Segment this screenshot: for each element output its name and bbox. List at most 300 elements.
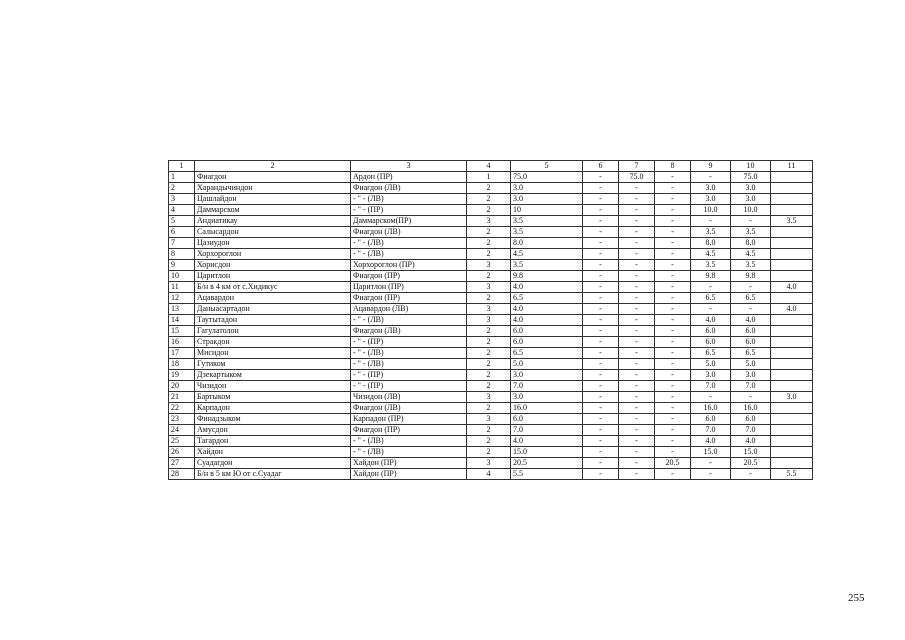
table-cell: 3 <box>467 315 511 326</box>
table-cell: 2 <box>467 447 511 458</box>
table-cell: 25 <box>169 436 195 447</box>
table-row <box>169 249 813 260</box>
table-cell: - <box>655 469 691 480</box>
table-cell: 6.0 <box>731 414 771 425</box>
table-cell: - <box>583 403 619 414</box>
table-cell: 75.0 <box>511 172 583 183</box>
table-cell <box>771 381 813 392</box>
table-cell: Салысардон <box>195 227 351 238</box>
table-cell: 3.0 <box>771 392 813 403</box>
table-cell: - <box>583 172 619 183</box>
table-cell <box>771 205 813 216</box>
table-cell: Даммарском <box>195 205 351 216</box>
table-cell: - <box>619 337 655 348</box>
table-cell: 3 <box>467 282 511 293</box>
table-cell: - <box>583 205 619 216</box>
table-row <box>169 227 813 238</box>
table-cell: 6.0 <box>691 326 731 337</box>
table-cell: Хорисдон <box>195 260 351 271</box>
table-cell: 6.0 <box>511 414 583 425</box>
table-cell <box>771 370 813 381</box>
table-cell: 12 <box>169 293 195 304</box>
table-cell: - <box>583 216 619 227</box>
table-cell: 2 <box>467 403 511 414</box>
table-cell: 10 <box>511 205 583 216</box>
table-cell: 9.8 <box>511 271 583 282</box>
table-cell: 8.0 <box>691 238 731 249</box>
table-cell: - <box>619 381 655 392</box>
table-row <box>169 194 813 205</box>
table-cell: Фиагдон (ЛВ) <box>351 183 467 194</box>
table-cell: 3.0 <box>511 183 583 194</box>
table-cell: 15.0 <box>731 447 771 458</box>
table-cell: 7 <box>169 238 195 249</box>
table-cell: 75.0 <box>731 172 771 183</box>
table-cell: 4.0 <box>511 436 583 447</box>
table-row <box>169 271 813 282</box>
table-cell: 3 <box>169 194 195 205</box>
table-cell: Карпадон <box>195 403 351 414</box>
table-cell: - <box>619 227 655 238</box>
table-cell: Таутытадон <box>195 315 351 326</box>
table-cell: Фиагдон (ЛВ) <box>351 403 467 414</box>
table-cell: 16.0 <box>731 403 771 414</box>
table-cell: - <box>583 381 619 392</box>
table-cell: Хайдон <box>195 447 351 458</box>
table-cell <box>771 326 813 337</box>
table-row <box>169 436 813 447</box>
table-cell: 28 <box>169 469 195 480</box>
table-cell: 2 <box>467 249 511 260</box>
table-cell: 9.8 <box>731 271 771 282</box>
table-cell: 2 <box>467 227 511 238</box>
river-data-table <box>168 160 813 480</box>
table-cell: 6.0 <box>731 326 771 337</box>
table-cell: 20.5 <box>731 458 771 469</box>
table-cell: - <box>619 304 655 315</box>
table-cell: 5.0 <box>511 359 583 370</box>
table-cell: Бартыком <box>195 392 351 403</box>
table-cell: 14 <box>169 315 195 326</box>
table-cell: 11 <box>169 282 195 293</box>
table-cell <box>771 458 813 469</box>
table-row <box>169 469 813 480</box>
table-cell: 6.5 <box>731 348 771 359</box>
table-cell: - <box>619 315 655 326</box>
table-cell: - <box>583 304 619 315</box>
table-cell <box>771 337 813 348</box>
table-cell: 2 <box>467 370 511 381</box>
table-cell: 3.5 <box>771 216 813 227</box>
table-cell: 4.0 <box>691 315 731 326</box>
header-cell: 9 <box>691 161 731 172</box>
table-row <box>169 205 813 216</box>
table-cell: - <box>583 249 619 260</box>
table-cell: - <box>583 227 619 238</box>
table-cell: 4 <box>169 205 195 216</box>
table-cell: - <box>583 315 619 326</box>
table-cell <box>771 359 813 370</box>
table-cell: 4.0 <box>731 436 771 447</box>
table-cell: - <box>655 425 691 436</box>
table-cell: - <box>619 238 655 249</box>
table-cell: 3.0 <box>731 194 771 205</box>
table-cell: - " - (ЛВ) <box>351 238 467 249</box>
table-cell: 4.0 <box>731 315 771 326</box>
table-cell: 2 <box>169 183 195 194</box>
table-cell: 5.5 <box>511 469 583 480</box>
table-cell: 2 <box>467 337 511 348</box>
table-cell: - <box>691 458 731 469</box>
header-cell: 1 <box>169 161 195 172</box>
table-cell: 3 <box>467 260 511 271</box>
table-cell: 1 <box>169 172 195 183</box>
table-cell: - <box>655 348 691 359</box>
table-cell: - <box>655 326 691 337</box>
table-cell: - <box>583 392 619 403</box>
table-cell: 3 <box>467 392 511 403</box>
table-cell: 15 <box>169 326 195 337</box>
table-cell: 23 <box>169 414 195 425</box>
table-cell: 8.0 <box>511 238 583 249</box>
table-cell: 10 <box>169 271 195 282</box>
table-cell <box>771 260 813 271</box>
table-cell: - <box>655 260 691 271</box>
table-cell: - " - (ЛВ) <box>351 315 467 326</box>
table-cell: Ацавардон (ЛВ) <box>351 304 467 315</box>
table-cell: 7.0 <box>731 425 771 436</box>
table-row <box>169 381 813 392</box>
table-cell: 26 <box>169 447 195 458</box>
header-cell: 6 <box>583 161 619 172</box>
table-cell: - <box>731 304 771 315</box>
table-cell: - <box>583 447 619 458</box>
table-cell: 4.0 <box>771 304 813 315</box>
table-cell: Гагулатолон <box>195 326 351 337</box>
table-cell: - <box>691 172 731 183</box>
table-cell: 15.0 <box>511 447 583 458</box>
table-header-row <box>169 161 813 172</box>
table-cell <box>771 293 813 304</box>
table-cell: 4.5 <box>731 249 771 260</box>
table-cell <box>771 249 813 260</box>
table-cell: - <box>619 194 655 205</box>
table-cell: 10.0 <box>731 205 771 216</box>
table-cell: 4.5 <box>511 249 583 260</box>
table-cell: - <box>583 271 619 282</box>
table-cell: Андиатикау <box>195 216 351 227</box>
table-row <box>169 260 813 271</box>
table-row <box>169 304 813 315</box>
table-cell: 2 <box>467 293 511 304</box>
table-cell: Хорхороглон <box>195 249 351 260</box>
table-cell: - <box>655 183 691 194</box>
table-cell: - " - (ПР) <box>351 205 467 216</box>
table-cell: 2 <box>467 359 511 370</box>
table-cell: 3 <box>467 216 511 227</box>
header-cell: 5 <box>511 161 583 172</box>
table-cell: - <box>619 326 655 337</box>
table-cell: 7.0 <box>731 381 771 392</box>
table-row <box>169 425 813 436</box>
table-cell: Гутиком <box>195 359 351 370</box>
table-cell: 3.0 <box>511 194 583 205</box>
table-row <box>169 337 813 348</box>
table-cell: - <box>583 194 619 205</box>
table-row <box>169 282 813 293</box>
table-cell: 6.5 <box>691 348 731 359</box>
table-cell: - " - (ПР) <box>351 370 467 381</box>
table-cell: 6.0 <box>731 337 771 348</box>
table-cell: - <box>583 260 619 271</box>
table-cell: - <box>619 282 655 293</box>
table-row <box>169 326 813 337</box>
table-row <box>169 238 813 249</box>
table-cell: 3.5 <box>511 216 583 227</box>
table-cell: 3 <box>467 414 511 425</box>
table-cell: - <box>691 282 731 293</box>
header-cell: 8 <box>655 161 691 172</box>
table-cell: 20 <box>169 381 195 392</box>
table-cell: Фиагдон <box>195 172 351 183</box>
table-cell: 16.0 <box>511 403 583 414</box>
table-cell: - <box>655 282 691 293</box>
table-cell: - <box>655 216 691 227</box>
page-number: 255 <box>848 592 865 604</box>
header-cell: 3 <box>351 161 467 172</box>
table-cell: 3.0 <box>731 183 771 194</box>
table-row <box>169 458 813 469</box>
table-cell: - <box>583 425 619 436</box>
table-cell: - <box>655 249 691 260</box>
table-cell: 4.0 <box>771 282 813 293</box>
table-cell: 6.0 <box>691 414 731 425</box>
table-cell: Харандычиндон <box>195 183 351 194</box>
table-cell <box>771 227 813 238</box>
table-cell: - <box>655 337 691 348</box>
table-cell: 7.0 <box>691 381 731 392</box>
table-cell <box>771 238 813 249</box>
table-cell: 17 <box>169 348 195 359</box>
table-cell: Тагардон <box>195 436 351 447</box>
table-cell: - <box>655 447 691 458</box>
table-cell: - <box>691 304 731 315</box>
table-cell: 15.0 <box>691 447 731 458</box>
table-cell: - <box>655 359 691 370</box>
table-cell: - <box>655 392 691 403</box>
table-cell: 2 <box>467 205 511 216</box>
table-cell: 75.0 <box>619 172 655 183</box>
table-cell: - " - (ЛВ) <box>351 249 467 260</box>
table-cell: 1 <box>467 172 511 183</box>
table-cell: 2 <box>467 238 511 249</box>
table-cell: Даммарском(ПР) <box>351 216 467 227</box>
table-cell: Амусдон <box>195 425 351 436</box>
table-cell <box>771 183 813 194</box>
table-cell: 18 <box>169 359 195 370</box>
table-cell: - <box>619 183 655 194</box>
table-cell: - " - (ЛВ) <box>351 447 467 458</box>
table-row <box>169 183 813 194</box>
table-cell: 2 <box>467 326 511 337</box>
table-cell: Мисидон <box>195 348 351 359</box>
table-cell: - " - (ЛВ) <box>351 348 467 359</box>
table-cell: 6.0 <box>511 326 583 337</box>
table-cell: Фиагдон (ПР) <box>351 425 467 436</box>
table-cell: 2 <box>467 194 511 205</box>
table-cell: 10.0 <box>691 205 731 216</box>
table-cell: 6.5 <box>511 293 583 304</box>
table-cell: - <box>619 458 655 469</box>
table-cell: - <box>619 392 655 403</box>
table-cell: 7.0 <box>511 381 583 392</box>
table-cell: 4.0 <box>511 282 583 293</box>
table-cell: - " - (ЛВ) <box>351 436 467 447</box>
table-cell: - <box>583 348 619 359</box>
table-cell: Фиагдон (ЛВ) <box>351 326 467 337</box>
table-cell: Стракдон <box>195 337 351 348</box>
table-cell: - <box>655 227 691 238</box>
table-cell: - <box>655 381 691 392</box>
table-cell <box>771 447 813 458</box>
header-cell: 2 <box>195 161 351 172</box>
table-cell: 3.0 <box>511 392 583 403</box>
table-cell: 6.0 <box>691 337 731 348</box>
table-cell: - <box>583 370 619 381</box>
table-cell: 3.5 <box>511 260 583 271</box>
table-row <box>169 315 813 326</box>
table-cell: - <box>619 249 655 260</box>
table-cell: 13 <box>169 304 195 315</box>
table-cell: - " - (ЛВ) <box>351 359 467 370</box>
table-cell: - " - (ПР) <box>351 381 467 392</box>
table-cell <box>771 403 813 414</box>
table-cell: 21 <box>169 392 195 403</box>
table-cell: 8 <box>169 249 195 260</box>
table-cell: - <box>655 194 691 205</box>
table-cell: 16 <box>169 337 195 348</box>
table-cell: - <box>619 271 655 282</box>
table-cell: Цазиудон <box>195 238 351 249</box>
header-cell: 7 <box>619 161 655 172</box>
table-cell: 5 <box>169 216 195 227</box>
table-cell: - <box>619 293 655 304</box>
table-cell: - <box>583 436 619 447</box>
table-row <box>169 414 813 425</box>
table-cell: 4.0 <box>691 436 731 447</box>
table-cell: - <box>619 216 655 227</box>
table-cell: 4.0 <box>511 315 583 326</box>
table-cell <box>771 315 813 326</box>
table-cell: 4.0 <box>511 304 583 315</box>
table-cell: 3 <box>467 458 511 469</box>
table-cell: 5.0 <box>731 359 771 370</box>
header-cell: 10 <box>731 161 771 172</box>
table-cell: - <box>583 359 619 370</box>
table-cell: - <box>655 205 691 216</box>
table-cell: - <box>619 447 655 458</box>
table-cell: - <box>583 183 619 194</box>
header-cell: 4 <box>467 161 511 172</box>
table-cell <box>771 172 813 183</box>
table-cell: 4.5 <box>691 249 731 260</box>
table-cell: Царитлон <box>195 271 351 282</box>
table-cell: 3.5 <box>511 227 583 238</box>
table-cell: Ацавардон <box>195 293 351 304</box>
table-cell: Фиагдон (ПР) <box>351 293 467 304</box>
table-row <box>169 392 813 403</box>
table-cell: Суадагдон <box>195 458 351 469</box>
table-cell: 22 <box>169 403 195 414</box>
table-cell: - <box>731 216 771 227</box>
table-cell: - <box>655 315 691 326</box>
table-cell: Фиагдон (ЛВ) <box>351 227 467 238</box>
table-cell: 6.5 <box>511 348 583 359</box>
table-row <box>169 403 813 414</box>
table-cell: - " - (ЛВ) <box>351 194 467 205</box>
table-cell <box>771 194 813 205</box>
table-cell: 2 <box>467 381 511 392</box>
table-row <box>169 370 813 381</box>
table-cell: Финадзыком <box>195 414 351 425</box>
table-cell: - <box>691 392 731 403</box>
table-cell: - <box>731 282 771 293</box>
table-cell: Дзекартыком <box>195 370 351 381</box>
table-cell: Цашлайдон <box>195 194 351 205</box>
table-cell: - <box>655 403 691 414</box>
table-cell <box>771 348 813 359</box>
table-cell: - <box>619 359 655 370</box>
table-cell: 6.5 <box>731 293 771 304</box>
table-cell: 3.5 <box>691 260 731 271</box>
table-cell: - <box>619 469 655 480</box>
table-cell <box>771 425 813 436</box>
table-cell: 3.0 <box>511 370 583 381</box>
table-cell: - <box>691 216 731 227</box>
table-cell: Карпадон (ПР) <box>351 414 467 425</box>
table-cell: 3.0 <box>691 194 731 205</box>
table-cell: - <box>619 205 655 216</box>
table-cell: - <box>583 238 619 249</box>
table-cell: Фиагдон (ПР) <box>351 271 467 282</box>
table-cell: - <box>619 370 655 381</box>
table-cell: - <box>655 414 691 425</box>
table-cell: 3 <box>467 304 511 315</box>
table-cell: 7.0 <box>511 425 583 436</box>
table-cell: 5.0 <box>691 359 731 370</box>
table-cell: - <box>619 414 655 425</box>
table-row <box>169 293 813 304</box>
table-cell: - <box>619 425 655 436</box>
table-cell: Ардон (ПР) <box>351 172 467 183</box>
table-cell: 27 <box>169 458 195 469</box>
table-cell: - <box>619 260 655 271</box>
table-cell: 4 <box>467 469 511 480</box>
table-cell: Хайдон (ПР) <box>351 469 467 480</box>
table-cell: - <box>731 469 771 480</box>
table-cell: Царитлон (ПР) <box>351 282 467 293</box>
table-cell: 2 <box>467 348 511 359</box>
table-cell: 5.5 <box>771 469 813 480</box>
table-cell: 9.8 <box>691 271 731 282</box>
table-cell: - <box>583 282 619 293</box>
table-cell: 6.0 <box>511 337 583 348</box>
table-cell: 20.5 <box>655 458 691 469</box>
table-cell: - <box>655 271 691 282</box>
table-cell: Даныасартадон <box>195 304 351 315</box>
table-cell: - " - (ПР) <box>351 337 467 348</box>
table-row <box>169 359 813 370</box>
